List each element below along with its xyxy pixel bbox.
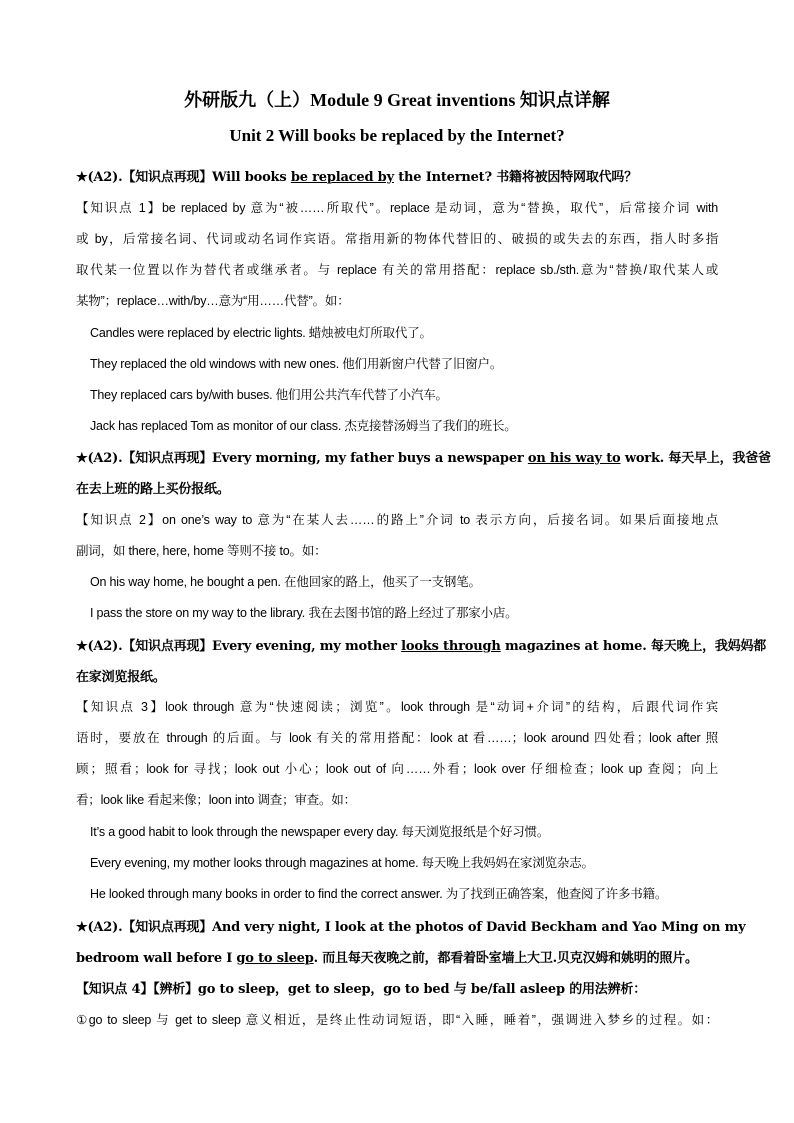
s3-paragraph-line: 【知识点 3】look through 意为“快速阅读；浏览”。look through 是“动词+介词”的结构，后跟代词作宾: [76, 700, 718, 714]
s1-example: They replaced the old windows with new ones. 他们用新窗户代替了旧窗户。: [90, 357, 503, 371]
s2-question-translation: 在去上班的路上买份报纸。: [76, 482, 230, 497]
s2-question: ★(A2).【知识点再现】Every morning, my father buys a newspaper on his way to work. 每天早上，我爸爸: [76, 451, 771, 466]
s1-paragraph-line: 或 by，后常接名词、代词或动名词作宾语。常指用新的物体代替旧的、破损的或失去的东西，指人时多指: [76, 232, 718, 246]
s3-paragraph-line: 语时，要放在 through 的后面。与 look 有关的常用搭配：look at 看……；look around 四处看；look after 照: [76, 731, 718, 745]
s3-paragraph-line: 顾；照看；look for 寻找；look out 小心；look out of 向……外看；look over 仔细检查；look up 查阅；向上: [76, 762, 718, 776]
s4-paragraph-line: ①go to sleep 与 get to sleep 意义相近，是终止性动词短语，即“入睡，睡着”，强调进入梦乡的过程。如：: [76, 1013, 718, 1027]
s3-example: He looked through many books in order to find the correct answer. 为了找到正确答案，他查阅了许多书籍。: [90, 887, 668, 901]
s2-example: On his way home, he bought a pen. 在他回家的路上，他买了一支钢笔。: [90, 575, 481, 589]
s2-example: I pass the store on my way to the library. 我在去图书馆的路上经过了那家小店。: [90, 606, 518, 620]
s3-paragraph-line: 看；look like 看起来像；loon into 调查；审查。如：: [76, 793, 356, 807]
s3-question: ★(A2).【知识点再现】Every evening, my mother looks through magazines at home. 每天晚上，我妈妈都: [76, 639, 767, 654]
s1-paragraph-line: 【知识点 1】be replaced by 意为“被……所取代”。replace 是动词，意为“替换，取代”，后常接介词 with: [76, 201, 718, 215]
page-title: 外研版九（上）Module 9 Great inventions 知识点详解: [184, 90, 610, 110]
s1-example: Candles were replaced by electric lights. 蜡烛被电灯所取代了。: [90, 326, 432, 340]
s1-paragraph-line: 某物”；replace…with/by…意为“用……代替”。如：: [76, 294, 350, 308]
s2-paragraph-line: 【知识点 2】on one’s way to 意为“在某人去……的路上”介词 to 表示方向，后接名词。如果后面接地点: [76, 513, 718, 527]
unit-subtitle: Unit 2 Will books be replaced by the Internet?: [229, 126, 565, 145]
s1-question: ★(A2).【知识点再现】Will books be replaced by the Internet? 书籍将被因特网取代吗？: [76, 170, 638, 185]
s1-example: They replaced cars by/with buses. 他们用公共汽车代替了小汽车。: [90, 388, 448, 402]
s3-example: Every evening, my mother looks through magazines at home. 每天晚上我妈妈在家浏览杂志。: [90, 856, 594, 870]
s4-question-line2: bedroom wall before I go to sleep. 而且每天夜晚之前，都看着卧室墙上大卫.贝克汉姆和姚明的照片。: [76, 951, 698, 966]
s4-heading: 【知识点 4】【辨析】go to sleep，get to sleep，go to bed 与 be/fall asleep 的用法辨析：: [76, 982, 646, 997]
s1-example: Jack has replaced Tom as monitor of our class. 杰克接替汤姆当了我们的班长。: [90, 419, 517, 433]
s3-example: It’s a good habit to look through the newspaper every day. 每天浏览报纸是个好习惯。: [90, 825, 550, 839]
s2-paragraph-line: 副词，如 there, here, home 等则不接 to。如：: [76, 544, 327, 558]
s1-paragraph-line: 取代某一位置以作为替代者或继承者。与 replace 有关的常用搭配：replace sb./sth.意为“替换/取代某人或: [76, 263, 718, 277]
s3-question-translation: 在家浏览报纸。: [76, 670, 166, 685]
s4-question: ★(A2).【知识点再现】And very night, I look at the photos of David Beckham and Yao Ming on my: [76, 920, 746, 935]
